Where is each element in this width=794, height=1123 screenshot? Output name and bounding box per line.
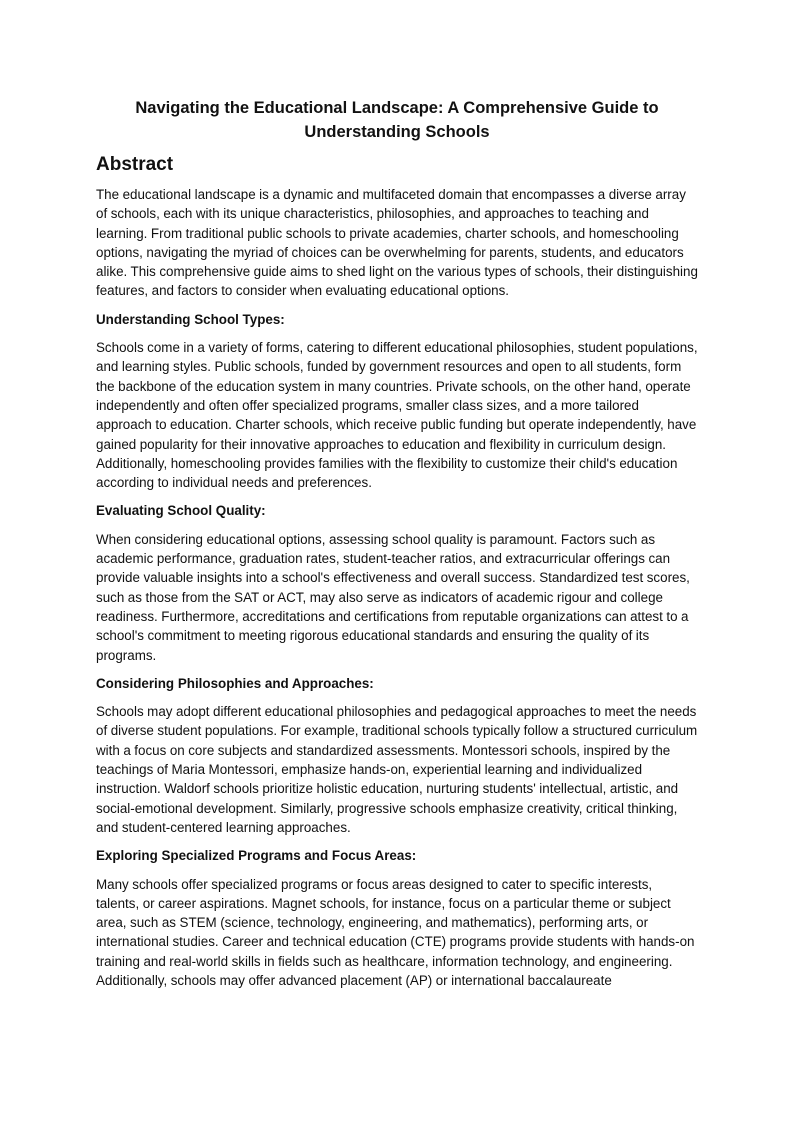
section-evaluating-school-quality <box>96 501 698 664</box>
section-specialized-programs <box>96 846 698 990</box>
section-paragraph: Schools come in a variety of forms, catering to different educational philosophies, student populations, and learning styles. Public schools, funded by government resources and open to all students, form the backbone of the education system in many countries. Private schools, on the other hand, operate independently and often offer specialized programs, smaller class sizes, and a more tailored approach to education. Charter schools, which receive public funding but operate independently, have gained popularity for their innovative approaches to education and flexibility in curriculum design. Additionally, homeschooling provides families with the flexibility to customize their child's education according to individual needs and preferences. <box>96 340 698 491</box>
section-heading: Exploring Specialized Programs and Focus Areas: <box>96 848 417 864</box>
section-heading: Understanding School Types: <box>96 311 285 327</box>
section-heading: Considering Philosophies and Approaches: <box>96 675 374 691</box>
document-title: Navigating the Educational Landscape: A Comprehensive Guide to Understanding Schools <box>135 99 659 141</box>
document-page <box>96 96 698 999</box>
section-understanding-school-types <box>96 310 698 493</box>
section-philosophies-approaches <box>96 674 698 837</box>
section-paragraph: Many schools offer specialized programs or focus areas designed to cater to specific interests, talents, or career aspirations. Magnet schools, for instance, focus on a particular theme or subject area, such as STEM (science, technology, engineering, and mathematics), performing arts, or international studies. Career and technical education (CTE) programs provide students with hands-on training and real-world skills in fields such as healthcare, information technology, and engineering. Additionally, schools may offer advanced placement (AP) or international baccalaureate <box>96 876 695 988</box>
abstract-heading: Abstract <box>96 154 174 175</box>
section-paragraph: When considering educational options, assessing school quality is paramount. Factors such as academic performance, graduation rates, student-teacher ratios, and extracurricular offerings can provide valuable insights into a school's effectiveness and overall success. Standardized test scores, such as those from the SAT or ACT, may also serve as indicators of academic rigour and college readiness. Furthermore, accreditations and certifications from reputable organizations can attest to a school's commitment to meeting rigorous educational standards and ensuring the quality of its programs. <box>96 531 690 663</box>
abstract-paragraph: The educational landscape is a dynamic and multifaceted domain that encompasses a diverse array of schools, each with its unique characteristics, philosophies, and approaches to teaching and learning. From traditional public schools to private academies, charter schools, and homeschooling options, navigating the myriad of choices can be overwhelming for parents, students, and educators alike. This comprehensive guide aims to shed light on the various types of schools, their distinguishing features, and factors to consider when evaluating educational options. <box>96 187 698 299</box>
section-heading: Evaluating School Quality: <box>96 503 266 519</box>
section-paragraph: Schools may adopt different educational philosophies and pedagogical approaches to meet the needs of diverse student populations. For example, traditional schools typically follow a structured curriculum with a focus on core subjects and standardized assessments. Montessori schools, inspired by the teachings of Maria Montessori, emphasize hands-on, experiential learning and individualized instruction. Waldorf schools prioritize holistic education, nurturing students' intellectual, artistic, and social-emotional development. Similarly, progressive schools emphasize creativity, critical thinking, and student-centered learning approaches. <box>96 704 698 835</box>
